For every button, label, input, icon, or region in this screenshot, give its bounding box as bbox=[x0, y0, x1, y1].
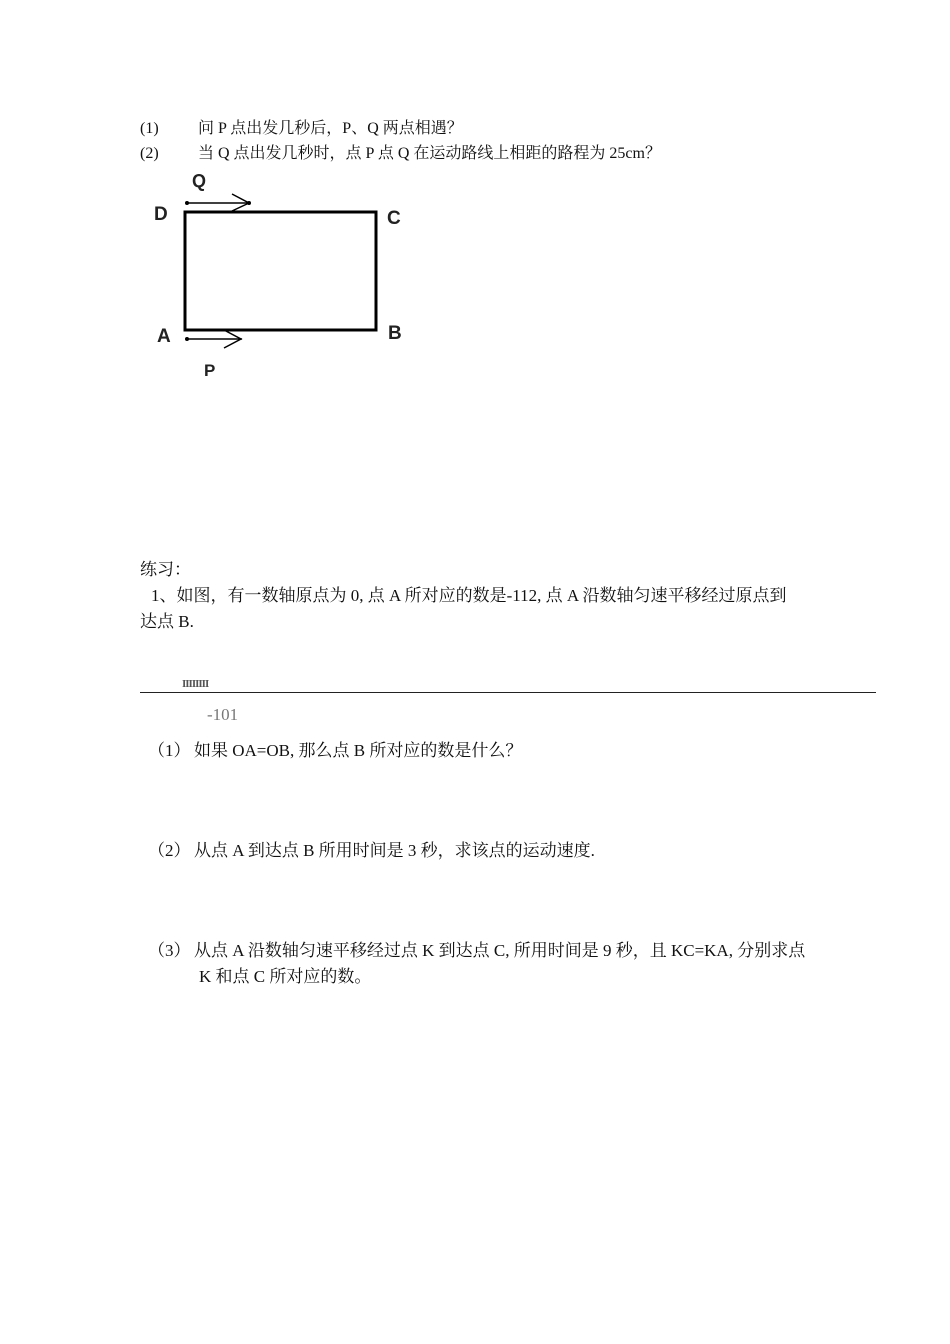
label-c: C bbox=[387, 208, 401, 229]
label-q: Q bbox=[192, 171, 207, 191]
question-1-text: 问 P 点出发几秒后，P、Q 两点相遇？ bbox=[198, 120, 463, 137]
subquestion-2-text: 从点 A 到达点 B 所用时间是 3 秒，求该点的运动速度. bbox=[194, 841, 595, 860]
label-d: D bbox=[154, 204, 168, 225]
subquestion-3-text: 从点 A 沿数轴匀速平移经过点 K 到达点 C, 所用时间是 9 秒，且 KC=KA, 分别求点 bbox=[194, 941, 806, 960]
rectangle-diagram bbox=[150, 165, 415, 380]
subquestion-3 bbox=[148, 938, 805, 963]
subquestion-1-number: （1） bbox=[148, 741, 191, 760]
number-line-labels: -101 bbox=[207, 705, 239, 724]
subquestion-3-continuation: K 和点 C 所对应的数。 bbox=[199, 967, 372, 986]
label-a: A bbox=[157, 326, 171, 347]
subquestion-1-text: 如果 OA=OB, 那么点 B 所对应的数是什么？ bbox=[194, 741, 523, 760]
subquestion-2-number: （2） bbox=[148, 841, 191, 860]
rectangle-abcd bbox=[185, 212, 376, 330]
question-1-number: (1) bbox=[140, 120, 159, 137]
number-line bbox=[140, 692, 876, 693]
q-arrow bbox=[185, 194, 251, 211]
label-b: B bbox=[388, 323, 402, 344]
label-p: P bbox=[204, 361, 216, 380]
practice-heading: 练习： bbox=[140, 560, 191, 579]
subquestion-2 bbox=[148, 838, 595, 863]
number-line-ticks: IIIIIIII bbox=[182, 678, 209, 690]
question-1 bbox=[140, 115, 463, 138]
subquestion-3-number: （3） bbox=[148, 941, 191, 960]
subquestion-1 bbox=[148, 738, 522, 763]
rectangle-figure bbox=[150, 165, 415, 380]
question-2-number: (2) bbox=[140, 145, 159, 162]
question-2 bbox=[140, 140, 661, 163]
problem-line-2: 达点 B. bbox=[140, 612, 194, 631]
question-2-text: 当 Q 点出发几秒时，点 P 点 Q 在运动路线上相距的路程为 25cm？ bbox=[198, 145, 661, 162]
p-arrow bbox=[185, 330, 242, 348]
problem-line-1: 1、如图，有一数轴原点为 0, 点 A 所对应的数是-112, 点 A 沿数轴匀速平移经过原点到 bbox=[151, 586, 787, 605]
